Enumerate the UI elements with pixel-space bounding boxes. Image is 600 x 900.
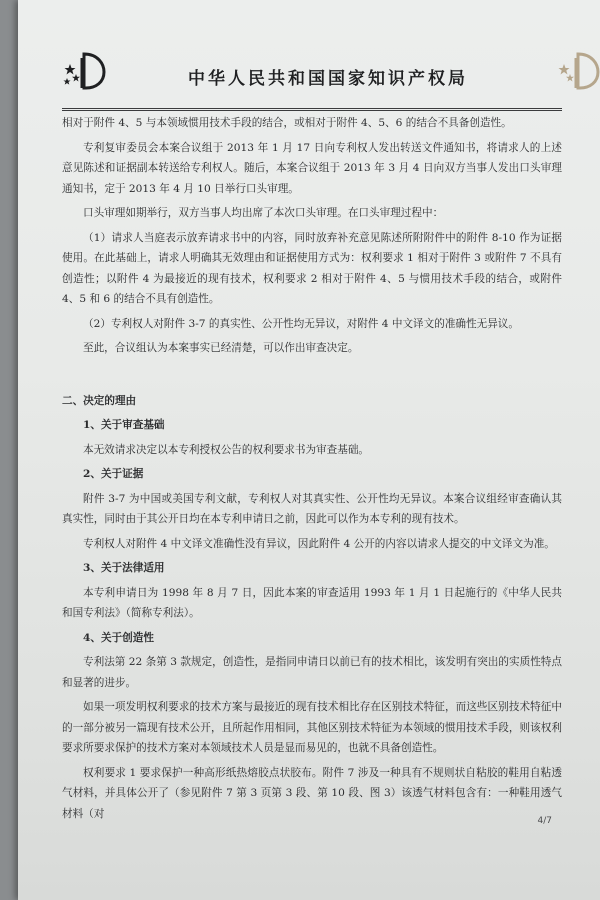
paragraph: 至此，合议组认为本案事实已经清楚，可以作出审查决定。 [83, 342, 359, 354]
paragraph: 专利权人对附件 4 中文译文准确性没有异议，因此附件 4 公开的内容以请求人提交的中文译文为准。 [83, 537, 555, 550]
sipo-logo-icon [62, 50, 106, 90]
paragraph: （1）请求人当庭表示放弃请求书中的内容，同时放弃补充意见陈述所附附件中的附件 8-10 作为证据使用。在此基础上，请求人明确其无效理由和证据使用方式为：权利要求 1 相对于附件 3 或附件 7 不具有创造性；以附件 4 为最接近的现有技术，权利要求 2 相对于附件 4、5 与惯用技术手段的结合，或附件 4、5 和 6 的结合不具有创造性。 [62, 231, 562, 305]
paragraph: 专利法第 22 条第 3 款规定，创造性，是指同申请日以前已有的技术相比，该发明有突出的实质性特点和显著的进步。 [62, 656, 562, 689]
document-page [18, 0, 600, 900]
paragraph: 如果一项发明权利要求的技术方案与最接近的现有技术相比存在区别技术特征，而这些区别技术特征中的一部分被另一篇现有技术公开，且所起作用相同，其他区别技术特征为本领域的惯用技术手段，则该权利要求所要求保护的技术方案对本领域技术人员是显而易见的，也就不具备创造性。 [62, 701, 562, 754]
page-number: 4/7 [537, 816, 552, 826]
letterhead [18, 40, 600, 110]
subsection-heading: 3、关于法律适用 [83, 562, 165, 574]
paragraph: 口头审理如期举行，双方当事人均出席了本次口头审理。在口头审理过程中： [83, 207, 444, 219]
sipo-logo-watermark-icon [556, 50, 600, 90]
paragraph: 本专利申请日为 1998 年 8 月 7 日，因此本案的审查适用 1993 年 1 月 1 日起施行的《中华人民共和国专利法》（简称专利法）。 [62, 586, 562, 619]
spacer [62, 363, 562, 381]
header-rule [62, 108, 562, 111]
subsection-heading: 1、关于审查基础 [83, 419, 165, 431]
paragraph: 相对于附件 4、5 与本领域惯用技术手段的结合，或相对于附件 4、5、6 的结合不具备创造性。 [62, 117, 512, 129]
paragraph: 权利要求 1 要求保护一种高形纸热熔胶点状胶布。附件 7 涉及一种具有不规则状自粘胶的鞋用自粘透气材料，并具体公开了（参见附件 7 第 3 页第 3 段、第 10 段、图 3）该透气材料包含有：一种鞋用透气材料（对 [62, 766, 562, 820]
document-body [62, 113, 562, 828]
paragraph: （2）专利权人对附件 3-7 的真实性、公开性均无异议，对附件 4 中文译文的准确性无异议。 [83, 317, 519, 330]
organization-title: 中华人民共和国国家知识产权局 [188, 69, 468, 89]
paragraph: 本无效请求决定以本专利授权公告的权利要求书为审查基础。 [83, 443, 370, 456]
section-heading: 二、决定的理由 [62, 394, 137, 407]
paragraph: 附件 3-7 为中国或美国专利文献，专利权人对其真实性、公开性均无异议。本案合议组经审查确认其真实性，同时由于其公开日均在本专利申请日之前，因此可以作为本专利的现有技术。 [62, 492, 562, 525]
subsection-heading: 4、关于创造性 [83, 631, 154, 644]
paragraph: 专利复审委员会本案合议组于 2013 年 1 月 17 日向专利权人发出转送文件通知书，将请求人的上述意见陈述和证据副本转送给专利权人。随后，本案合议组于 2013 年 3 月 4 日向双方当事人发出口头审理通知书，定于 2013 年 4 月 10 日举行口头审理。 [62, 141, 562, 195]
subsection-heading: 2、关于证据 [83, 468, 144, 480]
